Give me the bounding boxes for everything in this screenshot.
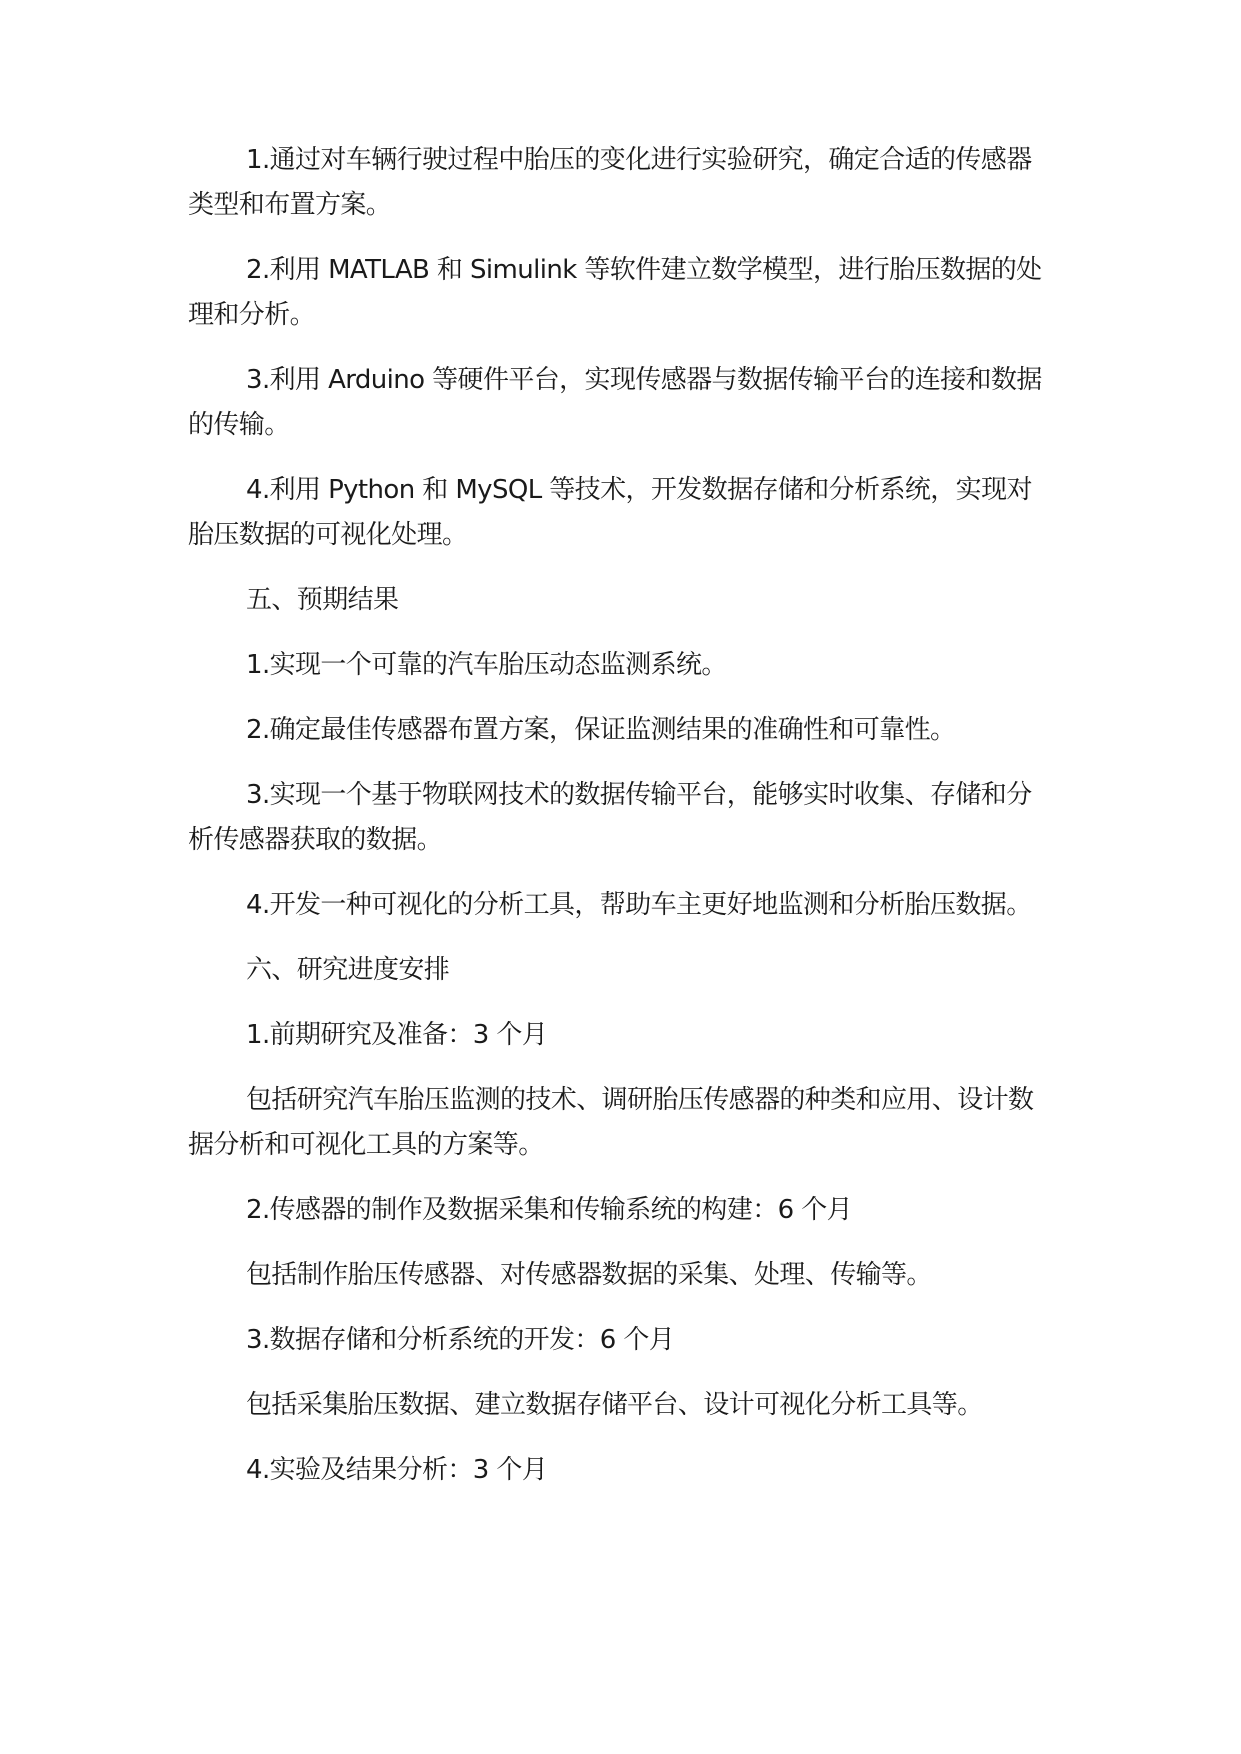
schedule-item-2: 2.传感器的制作及数据采集和传输系统的构建：6 个月 (246, 1195, 853, 1225)
paragraph-method-3: 3.利用 Arduino 等硬件平台，实现传感器与数据传输平台的连接和数据的传输。 (188, 365, 1042, 440)
schedule-item-3: 3.数据存储和分析系统的开发：6 个月 (246, 1325, 675, 1355)
schedule-item-1-detail: 包括研究汽车胎压监测的技术、调研胎压传感器的种类和应用、设计数据分析和可视化工具的方案等。 (188, 1085, 1034, 1160)
schedule-item-1: 1.前期研究及准备：3 个月 (246, 1020, 548, 1050)
paragraph-result-2: 2.确定最佳传感器布置方案，保证监测结果的准确性和可靠性。 (246, 715, 956, 745)
section-heading-expected-results: 五、预期结果 (246, 585, 399, 615)
paragraph-method-4: 4.利用 Python 和 MySQL 等技术，开发数据存储和分析系统，实现对胎压数据的可视化处理。 (188, 475, 1032, 550)
document-body (188, 138, 1056, 1513)
schedule-item-2-detail: 包括制作胎压传感器、对传感器数据的采集、处理、传输等。 (246, 1260, 932, 1290)
paragraph-result-1: 1.实现一个可靠的汽车胎压动态监测系统。 (246, 650, 727, 680)
section-heading-schedule: 六、研究进度安排 (246, 955, 450, 985)
paragraph-result-4: 4.开发一种可视化的分析工具，帮助车主更好地监测和分析胎压数据。 (246, 890, 1032, 920)
paragraph-method-2: 2.利用 MATLAB 和 Simulink 等软件建立数学模型，进行胎压数据的处理和分析。 (188, 255, 1042, 330)
paragraph-result-3: 3.实现一个基于物联网技术的数据传输平台，能够实时收集、存储和分析传感器获取的数据。 (188, 780, 1032, 855)
paragraph-method-1: 1.通过对车辆行驶过程中胎压的变化进行实验研究，确定合适的传感器类型和布置方案。 (188, 145, 1032, 220)
schedule-item-4: 4.实验及结果分析：3 个月 (246, 1455, 548, 1485)
schedule-item-3-detail: 包括采集胎压数据、建立数据存储平台、设计可视化分析工具等。 (246, 1390, 983, 1420)
